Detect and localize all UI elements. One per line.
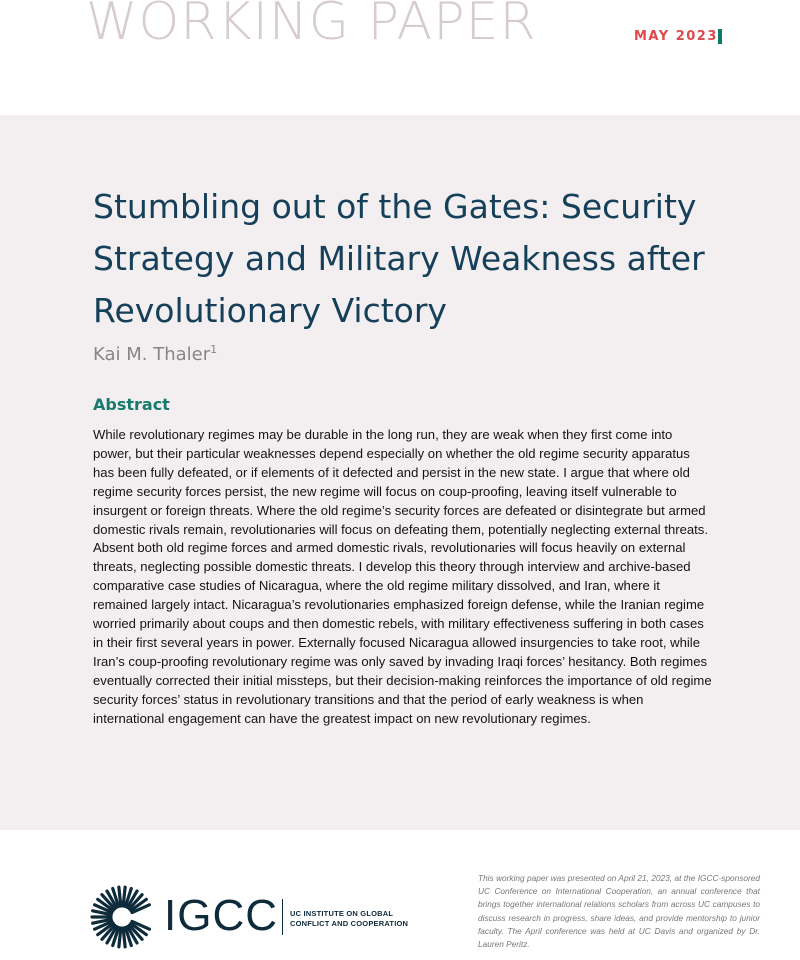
igcc-logo: [90, 885, 410, 945]
conference-note: This working paper was presented on April 21, 2023, at the IGCC-sponsored UC Conference on International Cooperation, an annual conference that brings together international relations scholars from across UC campuses to discuss research in progress, share ideas, and provide mentorship to junior faculty. The April conference was held at UC Davis and organized by Dr. Lauren Peritz.: [478, 873, 760, 950]
working-paper-label: WORKING PAPER: [86, 0, 537, 52]
paper-title: Stumbling out of the Gates: Security Strategy and Military Weakness after Revolutionary Victory: [93, 187, 705, 330]
author-line: [93, 343, 217, 365]
author-footnote-marker: 1: [210, 343, 218, 356]
publication-date: MAY 2023: [634, 29, 718, 44]
logo-subtitle-line-1: UC INSTITUTE ON GLOBAL: [290, 909, 394, 918]
igcc-logo-mark-icon: [90, 885, 154, 949]
abstract-text: While revolutionary regimes may be durable in the long run, they are weak when they first come into power, but their particular weaknesses depend especially on whether the old regime security apparatus has been fully defeated, or if elements of it defected and persist in the new state. I argue that where old regime security forces persist, the new regime will focus on coup-proofing, leaving itself vulnerable to insurgent or foreign threats. Where the old regime’s security forces are defeated or disintegrate but armed domestic rivals remain, revolutionaries will focus on defeating them, potentially neglecting external threats. Absent both old regime forces and armed domestic rivals, revolutionaries will focus heavily on external threats, neglecting possible domestic threats. I develop this theory through interview and archive-based comparative case studies of Nicaragua, where the old regime military dissolved, and Iran, where it remained largely intact. Nicaragua’s revolutionaries emphasized foreign defense, while the Iranian regime worried primarily about coups and then domestic rebels, with military effectiveness suffering in both cases in their first several years in power. Externally focused Nicaragua allowed insurgencies to take root, while Iran’s coup-proofing revolutionary regime was only saved by invading Iraqi forces’ hesitancy. Both regimes eventually corrected their initial missteps, but their decision-making reinforces the importance of old regime security forces’ status in revolutionary transitions and that the period of early weakness is when international engagement can have the greatest impact on new revolutionary regimes.: [93, 427, 712, 726]
logo-ray: [123, 928, 125, 947]
logo-subtitle-line-2: CONFLICT AND COOPERATION: [290, 919, 409, 928]
date-accent-bar: [718, 29, 722, 44]
abstract-heading: Abstract: [93, 395, 170, 414]
logo-wordmark: IGCC: [164, 891, 278, 940]
page-footer: [0, 830, 800, 960]
page-header: [0, 0, 800, 115]
logo-ray: [119, 887, 121, 906]
logo-subtitle: [290, 909, 420, 929]
logo-divider: [282, 899, 283, 935]
author-name: Kai M. Thaler: [93, 344, 211, 365]
cover-panel: [0, 115, 800, 830]
